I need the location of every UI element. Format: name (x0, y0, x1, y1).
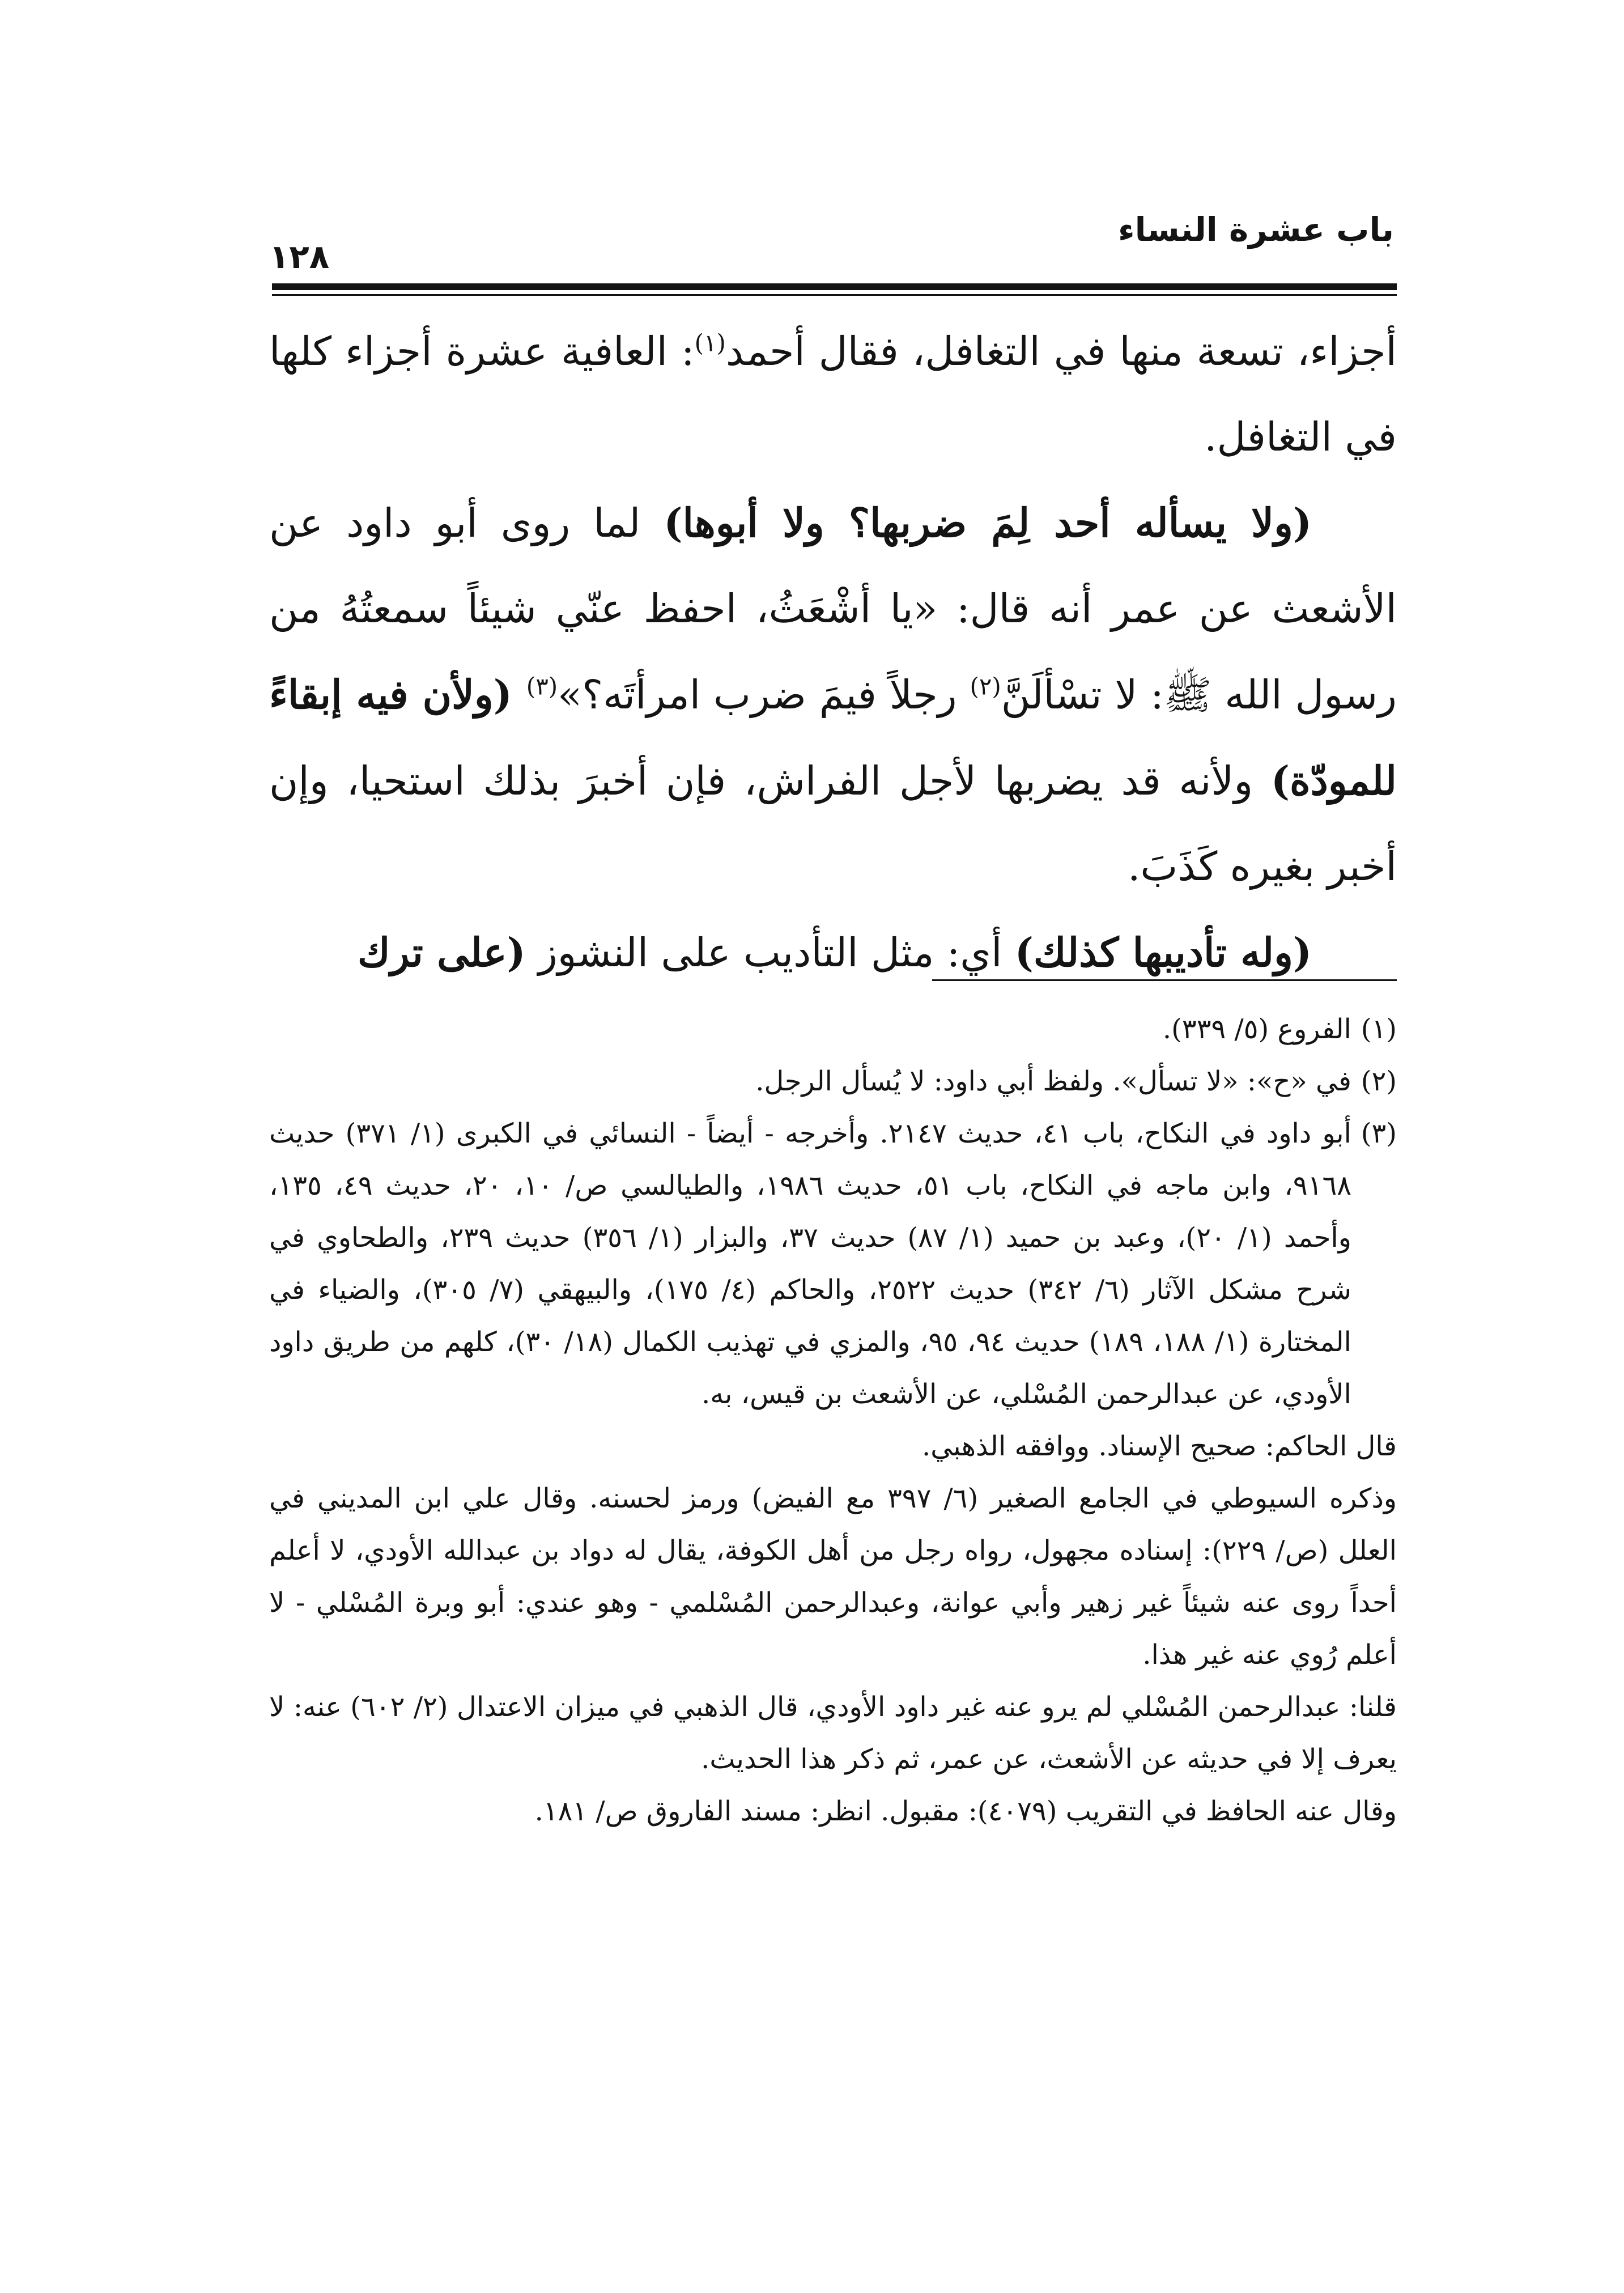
page-number: ١٢٨ (269, 237, 330, 276)
footnote-number: (٣) (1361, 1118, 1397, 1149)
footnote-comment-2: وذكره السيوطي في الجامع الصغير (٦/ ٣٩٧ مع الفيض) ورمز لحسنه. وقال علي ابن المديني في العلل (ص/ ٢٢٩): إسناده مجهول، رواه رجل من أهل الكوفة، يقال له دواد بن عبدالله الأودي، لا أعلم أحداً روى عنه شيئاً غير زهير وأبي عوانة، وعبدالرحمن المُسْلمي - وهو عندي: أبو وبرة المُسْلي - لا أعلم رُوي عنه غير هذا. (269, 1483, 1397, 1671)
footnote-ref-3: (٣) (526, 672, 558, 700)
paragraph-3 (269, 910, 1397, 996)
p3-text-1: أي: مثل التأديب على النشوز (525, 929, 1015, 976)
footnote-number: (٢) (1361, 1065, 1397, 1097)
footnote-number: (١) (1361, 1013, 1397, 1045)
p1-text-after: : العافية عشرة أجزاء كلها في التغافل. (269, 328, 1397, 460)
paragraph-2 (269, 480, 1397, 910)
main-text (269, 309, 1397, 996)
footnotes (269, 1003, 1397, 1837)
p2-text-2: رجلاً فيمَ ضرب امرأتَه؟» (558, 672, 970, 718)
p2-text-1: لما روى أبو داود عن الأشعث عن عمر أنه قال: «يا أشْعَثُ، احفظ عنّي شيئاً سمعتُهُ من رسول الله ﷺ: لا تسْألَنَّ (269, 500, 1397, 718)
footnote-2 (269, 1055, 1397, 1107)
footnote-comment-1: قال الحاكم: صحيح الإسناد. ووافقه الذهبي. (921, 1430, 1397, 1462)
p3-bold-phrase-1: (وله تأديبها كذلك) (1014, 929, 1312, 976)
header-rule-thin (272, 294, 1397, 296)
p1-text-before: أجزاء، تسعة منها في التغافل، فقال أحمد (725, 328, 1397, 375)
p2-bold-phrase-2: (ولأن فيه إبقاءً للمودّة) (269, 671, 1397, 804)
footnote-3 (269, 1107, 1397, 1420)
footnote-comment-3: قلنا: عبدالرحمن المُسْلي لم يرو عنه غير داود الأودي، قال الذهبي في ميزان الاعتدال (٢/ ٦٠٢) عنه: لا يعرف إلا في حديثه عن الأشعث، عن عمر، ثم ذكر هذا الحديث. (269, 1691, 1397, 1775)
p2-bold-phrase-1: (ولا يسأله أحد لِمَ ضربها؟ ولا أبوها) (664, 499, 1312, 546)
footnote-ref-1: (١) (694, 329, 726, 357)
p2-text-3: ولأنه قد يضربها لأجل الفراش، فإن أخبرَ بذلك استحيا، وإن أخبر بغيره كَذَبَ. (269, 758, 1397, 890)
header-rule-thick (272, 283, 1397, 290)
p3-bold-phrase-2: (على ترك (358, 929, 526, 976)
footnote-text: في «ح»: «لا تسأل». ولفظ أبي داود: لا يُسأل الرجل. (755, 1065, 1351, 1097)
footnote-separator (932, 979, 1397, 981)
footnote-1 (269, 1003, 1397, 1055)
footnote-text: أبو داود في النكاح، باب ٤١، حديث ٢١٤٧. وأخرجه - أيضاً - النسائي في الكبرى (١/ ٣٧١) حديث ٩١٦٨، وابن ماجه في النكاح، باب ٥١، حديث ١٩٨٦، والطيالسي ص/ ١٠، ٢٠، حديث ٤٩، ١٣٥، وأحمد (١/ ٢٠)، وعبد بن حميد (١/ ٨٧) حديث ٣٧، والبزار (١/ ٣٥٦) حديث ٢٣٩، والطحاوي في شرح مشكل الآثار (٦/ ٣٤٢) حديث ٢٥٢٢، والحاكم (٤/ ١٧٥)، والبيهقي (٧/ ٣٠٥)، والضياء في المختارة (١/ ١٨٨، ١٨٩) حديث ٩٤، ٩٥، والمزي في تهذيب الكمال (١٨/ ٣٠)، كلهم من طريق داود الأودي، عن عبدالرحمن المُسْلي، عن الأشعث بن قيس، به. (269, 1118, 1352, 1410)
footnote-comment-4: وقال عنه الحافظ في التقريب (٤٠٧٩): مقبول. انظر: مسند الفاروق ص/ ١٨١. (534, 1795, 1397, 1827)
footnote-ref-2: (٢) (970, 672, 1001, 700)
paragraph-1 (269, 309, 1397, 480)
footnote-text: الفروع (٥/ ٣٣٩). (1162, 1013, 1351, 1045)
page-header (269, 207, 1394, 276)
chapter-title: باب عشرة النساء (1118, 210, 1394, 249)
